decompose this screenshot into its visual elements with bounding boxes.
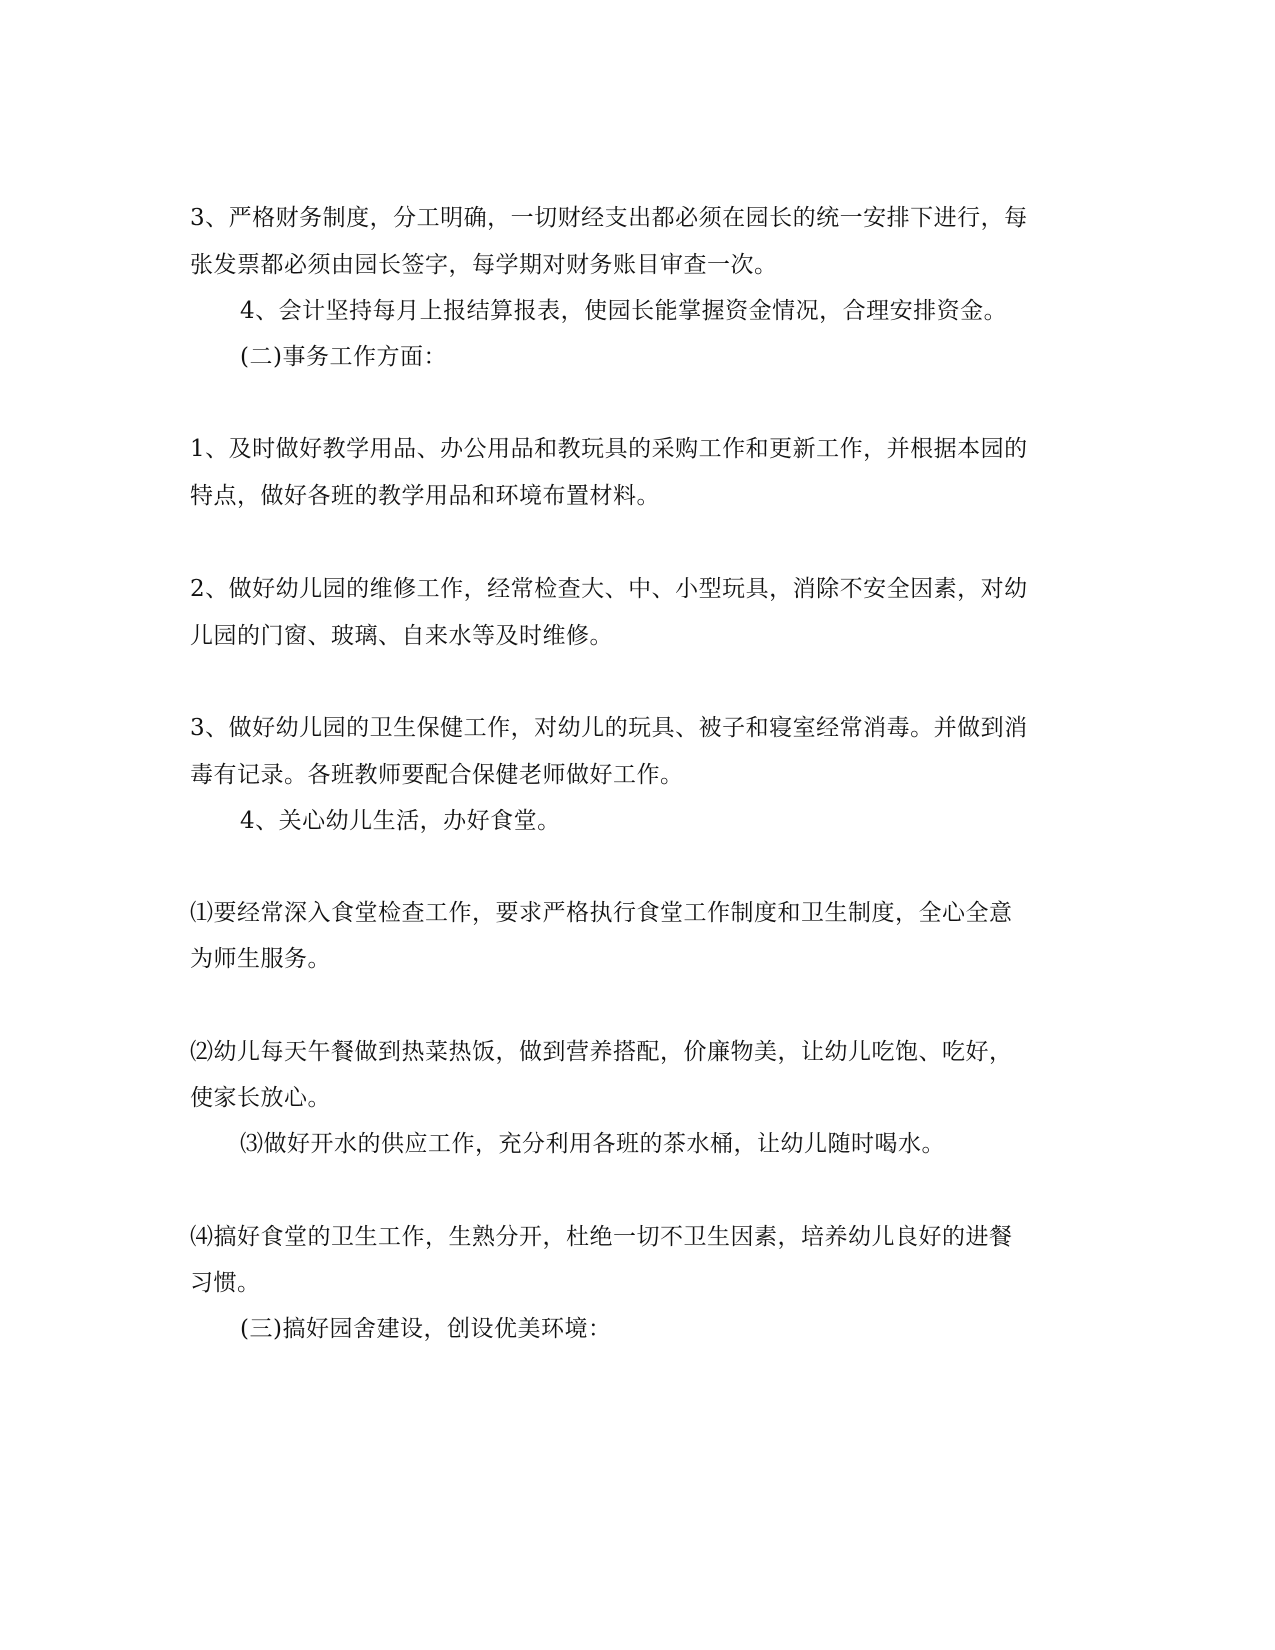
canteen-subitem-4-line-1: ⑷搞好食堂的卫生工作，生熟分开，杜绝一切不卫生因素，培养幼儿良好的进餐 xyxy=(190,1224,1013,1250)
affairs-item-3-line-2: 毒有记录。各班教师要配合保健老师做好工作。 xyxy=(190,762,684,788)
canteen-subitem-2-line-1: ⑵幼儿每天午餐做到热菜热饭，做到营养搭配，价廉物美，让幼儿吃饱、吃好， xyxy=(190,1039,1013,1065)
affairs-item-1-line-1: 1、及时做好教学用品、办公用品和教玩具的采购工作和更新工作，并根据本园的 xyxy=(190,436,1028,462)
affairs-item-1-line-2: 特点，做好各班的教学用品和环境布置材料。 xyxy=(190,483,660,509)
finance-item-4: 4、会计坚持每月上报结算报表，使园长能掌握资金情况，合理安排资金。 xyxy=(240,298,1008,324)
section-heading-affairs: (二)事务工作方面： xyxy=(240,344,447,370)
affairs-item-2-line-1: 2、做好幼儿园的维修工作，经常检查大、中、小型玩具，消除不安全因素，对幼 xyxy=(190,576,1028,602)
canteen-subitem-1-line-1: ⑴要经常深入食堂检查工作，要求严格执行食堂工作制度和卫生制度，全心全意 xyxy=(190,900,1013,926)
finance-item-3-line-2: 张发票都必须由园长签字，每学期对财务账目审查一次。 xyxy=(190,252,778,278)
canteen-subitem-4-line-2: 习惯。 xyxy=(190,1270,261,1296)
section-heading-campus: (三)搞好园舍建设，创设优美环境： xyxy=(240,1316,612,1342)
canteen-subitem-1-line-2: 为师生服务。 xyxy=(190,946,331,972)
finance-item-3-line-1: 3、严格财务制度，分工明确，一切财经支出都必须在园长的统一安排下进行，每 xyxy=(190,205,1028,231)
canteen-subitem-3: ⑶做好开水的供应工作，充分利用各班的茶水桶，让幼儿随时喝水。 xyxy=(240,1131,945,1157)
canteen-subitem-2-line-2: 使家长放心。 xyxy=(190,1085,331,1111)
affairs-item-2-line-2: 儿园的门窗、玻璃、自来水等及时维修。 xyxy=(190,623,613,649)
affairs-item-4: 4、关心幼儿生活，办好食堂。 xyxy=(240,808,561,834)
affairs-item-3-line-1: 3、做好幼儿园的卫生保健工作，对幼儿的玩具、被子和寝室经常消毒。并做到消 xyxy=(190,715,1028,741)
